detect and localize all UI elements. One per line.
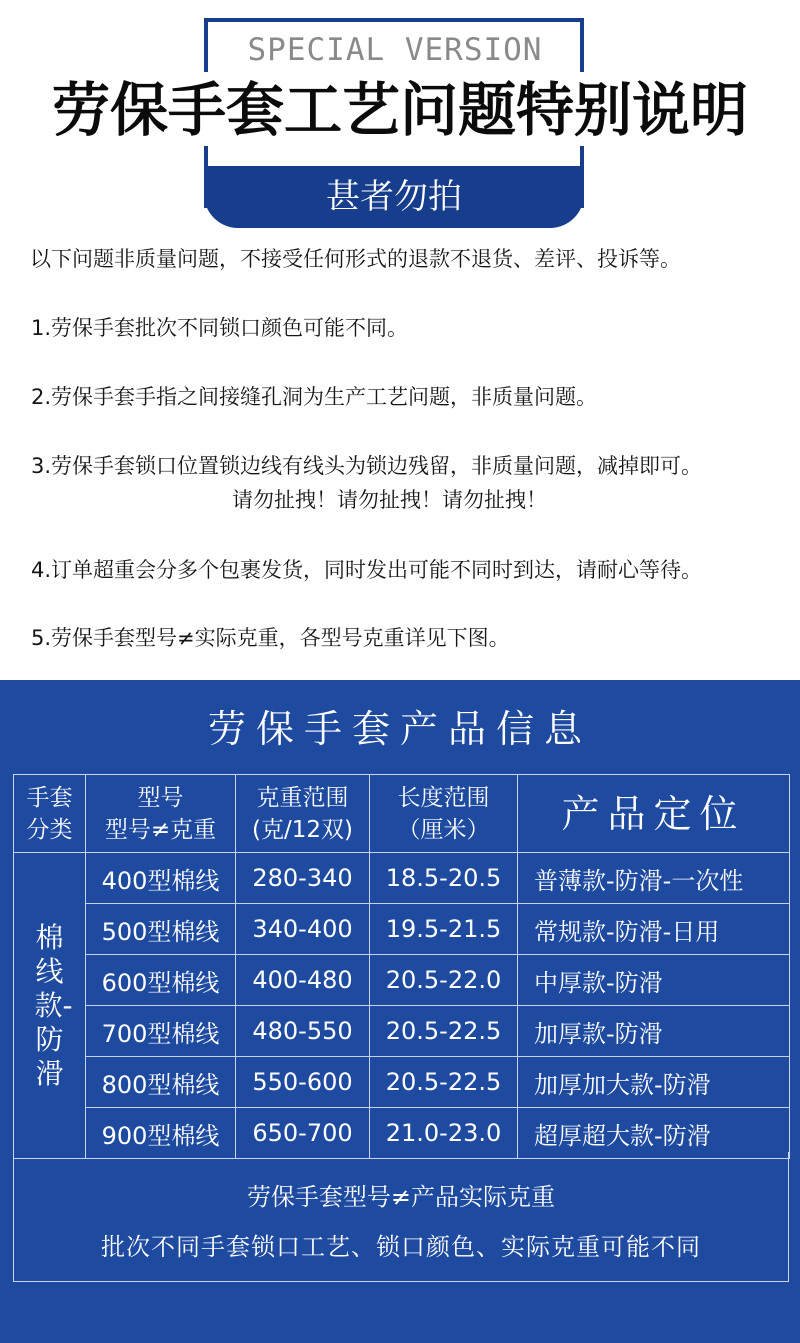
header-weight-line1: 克重范围 (256, 784, 349, 811)
product-spec-table (13, 774, 790, 1159)
header-model-line1: 型号 (137, 784, 184, 811)
panel-title: 劳保手套产品信息 (207, 707, 592, 751)
weight-cell: 550-600 (236, 1057, 370, 1108)
length-cell: 20.5-22.5 (370, 1006, 518, 1057)
weight-cell: 400-480 (236, 955, 370, 1006)
header-model (86, 775, 236, 853)
special-version-label: SPECIAL VERSION (212, 30, 578, 70)
note-item-2: 2.劳保手套手指之间接缝孔洞为生产工艺问题，非质量问题。 (31, 385, 598, 409)
note-item-3-warning: 请勿扯拽！请勿扯拽！请勿扯拽！ (232, 488, 547, 512)
header-length-line1: 长度范围 (397, 784, 490, 811)
footer-line-1: 劳保手套型号≠产品实际克重 (246, 1183, 556, 1211)
intro-note: 以下问题非质量问题，不接受任何形式的退款不退货、差评、投诉等。 (30, 247, 681, 271)
footer-line-2: 批次不同手套锁口工艺、锁口颜色、实际克重可能不同 (101, 1233, 701, 1261)
header-length-line2: （厘米） (397, 816, 490, 843)
model-cell: 500型棉线 (86, 904, 236, 955)
note-item-3: 3.劳保手套锁口位置锁边线有线头为锁边残留，非质量问题，减掉即可。 (31, 454, 703, 478)
panel-footer (13, 1152, 789, 1282)
position-cell: 中厚款-防滑 (518, 955, 790, 1006)
table-row (14, 955, 790, 1006)
category-cell (14, 853, 86, 1159)
position-cell: 加厚款-防滑 (518, 1006, 790, 1057)
header-model-line2: 型号≠克重 (104, 816, 217, 843)
header-length (370, 775, 518, 853)
model-cell: 900型棉线 (86, 1108, 236, 1159)
table-row (14, 1057, 790, 1108)
position-cell: 加厚加大款-防滑 (518, 1057, 790, 1108)
length-cell: 18.5-20.5 (370, 853, 518, 904)
header-category-line1: 手套 (26, 784, 73, 811)
weight-cell: 650-700 (236, 1108, 370, 1159)
header-category-line2: 分类 (26, 816, 73, 843)
length-cell: 19.5-21.5 (370, 904, 518, 955)
position-cell: 普薄款-防滑-一次性 (518, 853, 790, 904)
model-cell: 700型棉线 (86, 1006, 236, 1057)
weight-cell: 280-340 (236, 853, 370, 904)
header-category (14, 775, 86, 853)
table-row (14, 1006, 790, 1057)
header-position: 产品定位 (518, 775, 790, 853)
category-label: 棉线款-防滑 (34, 920, 73, 1090)
note-item-4: 4.订单超重会分多个包裹发货，同时发出可能不同时到达，请耐心等待。 (31, 558, 703, 582)
table-row (14, 904, 790, 955)
table-header-row (14, 775, 790, 853)
weight-cell: 480-550 (236, 1006, 370, 1057)
header-weight (236, 775, 370, 853)
page-title: 劳保手套工艺问题特别说明 (51, 76, 748, 144)
note-item-1: 1.劳保手套批次不同锁口颜色可能不同。 (31, 316, 409, 340)
header-weight-line2: (克/12双) (252, 816, 353, 843)
table-row (14, 853, 790, 904)
weight-cell: 340-400 (236, 904, 370, 955)
model-cell: 400型棉线 (86, 853, 236, 904)
length-cell: 20.5-22.5 (370, 1057, 518, 1108)
length-cell: 21.0-23.0 (370, 1108, 518, 1159)
model-cell: 800型棉线 (86, 1057, 236, 1108)
position-cell: 超厚超大款-防滑 (518, 1108, 790, 1159)
length-cell: 20.5-22.0 (370, 955, 518, 1006)
model-cell: 600型棉线 (86, 955, 236, 1006)
subtitle-banner: 甚者勿拍 (204, 166, 584, 228)
note-item-5: 5.劳保手套型号≠实际克重，各型号克重详见下图。 (31, 626, 510, 650)
position-cell: 常规款-防滑-日用 (518, 904, 790, 955)
table-row (14, 1108, 790, 1159)
